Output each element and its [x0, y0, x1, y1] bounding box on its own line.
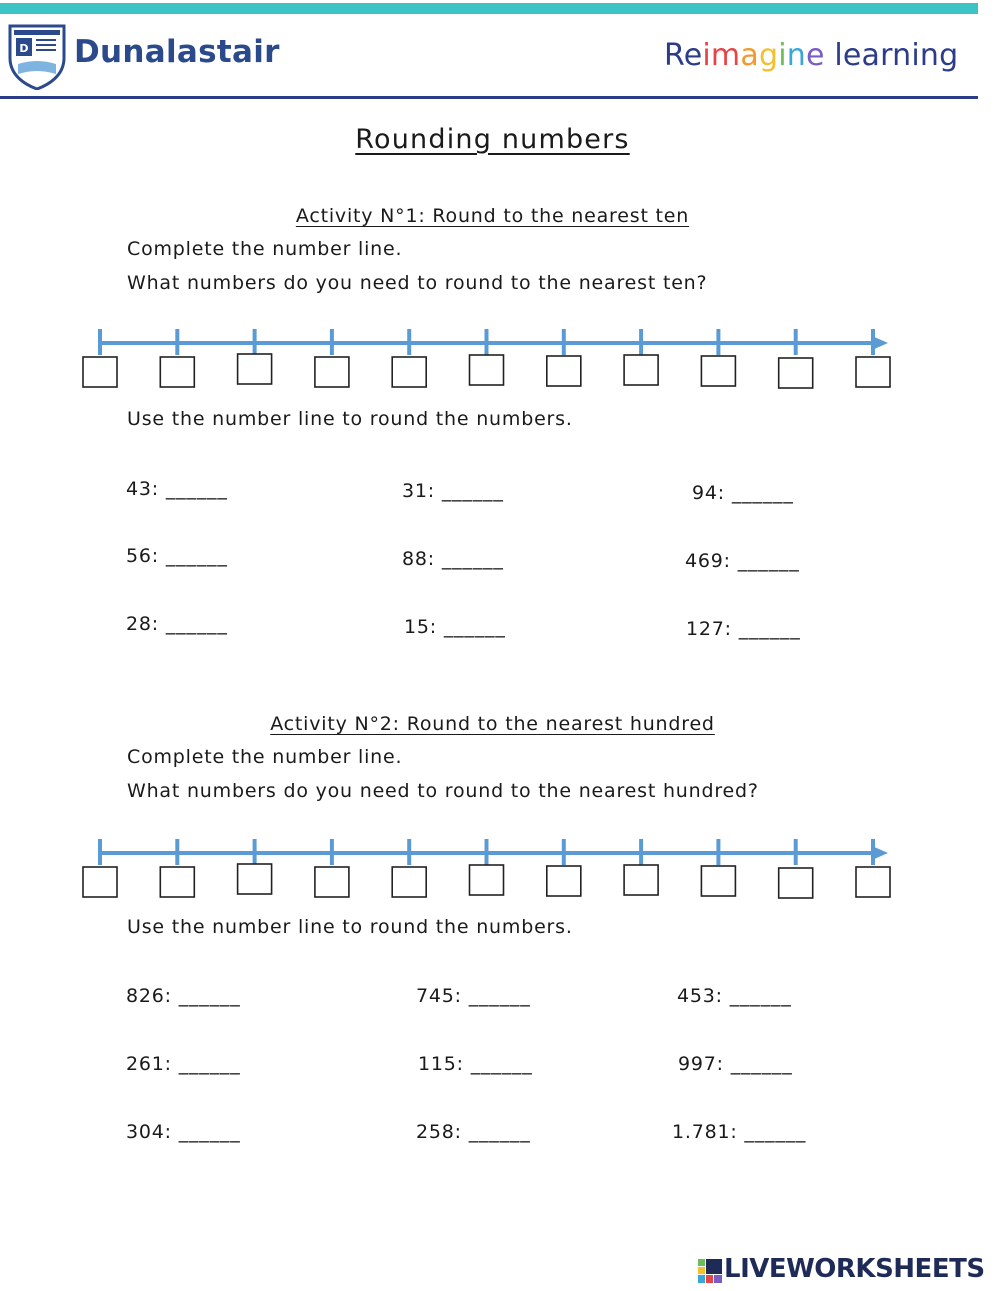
a2-answer-item[interactable]: 745: ______ — [416, 985, 531, 1007]
svg-text:D: D — [19, 42, 29, 55]
number-line-answer-box[interactable] — [83, 867, 117, 897]
a1-answer-item[interactable]: 469: ______ — [685, 550, 800, 572]
number-line-answer-box[interactable] — [392, 867, 426, 897]
a2-answer-item[interactable]: 115: ______ — [418, 1053, 533, 1075]
number-line-answer-box[interactable] — [856, 867, 890, 897]
activity1-instruction-1: Complete the number line. — [127, 238, 403, 260]
activity2-use-line: Use the number line to round the numbers. — [127, 916, 573, 938]
brand-name: Dunalastair — [74, 34, 280, 70]
header-divider — [0, 96, 978, 99]
a2-answer-item[interactable]: 1.781: ______ — [672, 1121, 807, 1143]
a2-answer-item[interactable]: 826: ______ — [126, 985, 241, 1007]
tagline-segment: a — [740, 38, 759, 73]
activity1-title: Activity N°1: Round to the nearest ten — [295, 205, 690, 227]
tagline-segment: m — [710, 38, 741, 73]
activity1-use-line: Use the number line to round the numbers. — [127, 408, 573, 430]
a2-answer-item[interactable]: 261: ______ — [126, 1053, 241, 1075]
tagline-segment: Re — [664, 38, 703, 73]
number-line-answer-box[interactable] — [160, 867, 194, 897]
number-line-answer-box[interactable] — [160, 357, 194, 387]
a1-answer-item[interactable]: 94: ______ — [692, 482, 794, 504]
a1-answer-item[interactable]: 31: ______ — [402, 480, 504, 502]
tagline-segment: i — [778, 38, 787, 73]
page-title: Rounding numbers — [355, 124, 630, 155]
a2-answer-item[interactable]: 453: ______ — [677, 985, 792, 1007]
a1-answer-item[interactable]: 43: ______ — [126, 478, 228, 500]
tagline-segment: n — [786, 38, 806, 73]
number-line-answer-box[interactable] — [470, 355, 504, 385]
a1-answer-item[interactable]: 28: ______ — [126, 613, 228, 635]
tagline-segment: learning — [824, 38, 959, 73]
number-line-answer-box[interactable] — [779, 358, 813, 388]
a2-answer-item[interactable]: 258: ______ — [416, 1121, 531, 1143]
number-line-answer-box[interactable] — [856, 357, 890, 387]
number-line-answer-box[interactable] — [779, 868, 813, 898]
a1-answer-item[interactable]: 127: ______ — [686, 618, 801, 640]
activity2-title: Activity N°2: Round to the nearest hundred — [270, 713, 715, 735]
number-line-answer-box[interactable] — [624, 865, 658, 895]
a2-answer-item[interactable]: 997: ______ — [678, 1053, 793, 1075]
number-line-answer-box[interactable] — [238, 864, 272, 894]
tagline-segment: e — [805, 38, 825, 73]
number-line-answer-box[interactable] — [624, 355, 658, 385]
number-line-answer-box[interactable] — [315, 867, 349, 897]
liveworksheets-brand: LIVEWORKSHEETS — [724, 1254, 985, 1284]
number-line-answer-box[interactable] — [238, 354, 272, 384]
number-line-answer-box[interactable] — [315, 357, 349, 387]
number-line-answer-box[interactable] — [701, 356, 735, 386]
tagline-segment: i — [702, 38, 711, 73]
number-line-answer-box[interactable] — [470, 865, 504, 895]
activity2-instruction-1: Complete the number line. — [127, 746, 403, 768]
a1-answer-item[interactable]: 88: ______ — [402, 548, 504, 570]
number-line-1 — [80, 318, 900, 398]
activity2-instruction-2: What numbers do you need to round to the nearest hundred? — [127, 780, 759, 802]
header-accent-bar — [0, 3, 978, 14]
number-line-answer-box[interactable] — [547, 866, 581, 896]
tagline — [664, 38, 958, 73]
number-line-answer-box[interactable] — [83, 357, 117, 387]
liveworksheets-logo-icon — [698, 1259, 722, 1283]
tagline-segment: g — [758, 38, 779, 73]
school-crest-icon — [8, 22, 66, 90]
a2-answer-item[interactable]: 304: ______ — [126, 1121, 241, 1143]
number-line-answer-box[interactable] — [701, 866, 735, 896]
number-line-answer-box[interactable] — [547, 356, 581, 386]
a1-answer-item[interactable]: 15: ______ — [404, 616, 506, 638]
a1-answer-item[interactable]: 56: ______ — [126, 545, 228, 567]
activity1-instruction-2: What numbers do you need to round to the nearest ten? — [127, 272, 708, 294]
number-line-answer-box[interactable] — [392, 357, 426, 387]
number-line-2 — [80, 828, 900, 908]
